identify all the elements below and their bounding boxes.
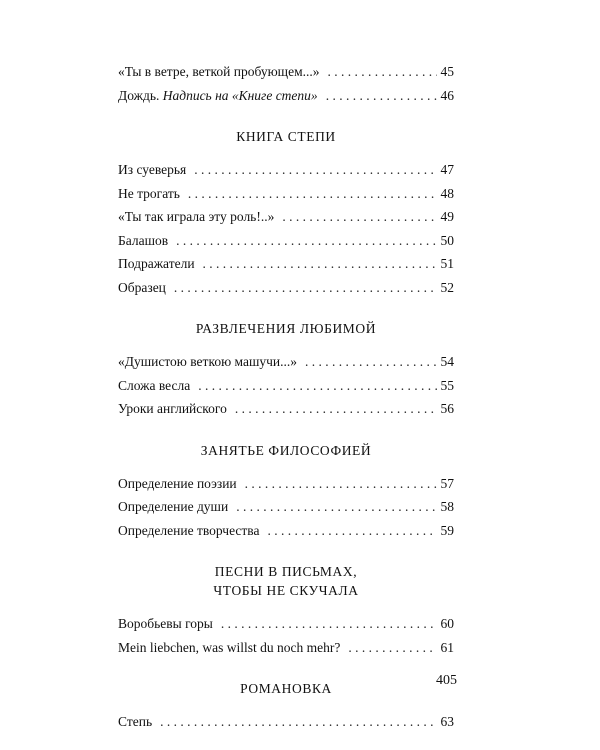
dot-leader <box>235 397 437 421</box>
toc-entry <box>118 276 454 300</box>
toc-entry <box>118 495 454 519</box>
toc-entry-page: 48 <box>440 185 454 201</box>
toc-entry <box>118 158 454 182</box>
toc-entry-page: 47 <box>440 162 454 177</box>
toc-entry-title: Не трогать <box>118 185 180 201</box>
dot-leader <box>174 276 437 300</box>
section-title-line: ПЕСНИ В ПИСЬМАХ, <box>214 564 358 579</box>
toc-entry <box>118 229 454 253</box>
toc-entry <box>118 374 454 398</box>
table-of-contents <box>118 60 454 734</box>
toc-entry-title: Степь <box>118 714 153 729</box>
toc-entry-title: Из суеверья <box>118 162 187 177</box>
toc-entry-title: Балашов <box>118 232 169 248</box>
toc-entry <box>118 84 454 108</box>
toc-entry-page: 63 <box>440 714 454 729</box>
toc-entry <box>118 472 454 496</box>
toc-entry-title: «Душистою веткою машучи...» <box>118 354 298 369</box>
section-title: РОМАНОВКА <box>240 681 332 696</box>
dot-leader <box>328 60 437 84</box>
page-number: 405 <box>436 673 457 688</box>
toc-entry-page: 55 <box>440 377 454 393</box>
toc-entry-page: 45 <box>440 64 454 79</box>
section-title: ЗАНЯТЬЕ ФИЛОСОФИЕЙ <box>200 442 372 458</box>
toc-entry-title: Определение поэзии <box>118 475 237 491</box>
toc-entry <box>118 205 454 229</box>
toc-entry-title: Определение души <box>118 499 229 514</box>
dot-leader <box>245 472 437 496</box>
toc-entry <box>118 252 454 276</box>
toc-entry-title: Сложа весла <box>118 377 191 393</box>
dot-leader <box>348 636 436 660</box>
dot-leader <box>236 495 436 519</box>
section-title: КНИГА СТЕПИ <box>236 129 336 144</box>
toc-entry-title: Определение творчества <box>118 522 260 538</box>
toc-entry-page: 50 <box>440 232 454 248</box>
toc-entry <box>118 182 454 206</box>
toc-entry <box>118 350 454 374</box>
toc-entry-title <box>118 84 318 108</box>
toc-entry-title: Уроки английского <box>118 401 227 416</box>
toc-entry-page: 52 <box>440 279 454 295</box>
toc-entry-title: Образец <box>118 279 166 295</box>
toc-entry <box>118 397 454 421</box>
toc-entry <box>118 710 454 734</box>
toc-entry-title: «Ты в ветре, веткой пробующем...» <box>118 64 320 79</box>
toc-entry-title: «Ты так играла эту роль!..» <box>118 209 275 224</box>
section-title-line: ЧТОБЫ НЕ СКУЧАЛА <box>213 583 359 598</box>
toc-entry-page: 59 <box>440 522 454 538</box>
toc-entry-page: 49 <box>440 209 454 224</box>
toc-entry-page: 58 <box>440 499 454 514</box>
dot-leader <box>326 84 437 108</box>
toc-entry-page: 61 <box>440 639 454 655</box>
toc-entry <box>118 636 454 660</box>
dot-leader <box>282 205 436 229</box>
toc-entry-title: Mein liebchen, was willst du noch mehr? <box>118 639 341 655</box>
toc-entry <box>118 519 454 543</box>
toc-entry-page: 57 <box>440 475 454 491</box>
dot-leader <box>160 710 436 734</box>
section-title: РАЗВЛЕЧЕНИЯ ЛЮБИМОЙ <box>195 321 377 336</box>
toc-entry-page: 54 <box>440 354 454 369</box>
dot-leader <box>194 158 436 182</box>
toc-entry-page: 46 <box>440 87 454 103</box>
dot-leader <box>268 519 437 543</box>
dot-leader <box>176 229 436 253</box>
toc-entry-page: 60 <box>440 616 454 631</box>
dot-leader <box>198 374 436 398</box>
dot-leader <box>203 252 437 276</box>
toc-entry-title: Воробьевы горы <box>118 616 213 631</box>
toc-entry-title: Подражатели <box>118 256 195 271</box>
toc-entry-page: 51 <box>440 256 454 271</box>
dot-leader <box>188 182 437 206</box>
section-title <box>118 562 454 600</box>
toc-entry <box>118 60 454 84</box>
toc-entry-title-italic: Надпись на «Книге степи» <box>162 87 318 103</box>
dot-leader <box>221 612 437 636</box>
toc-entry-title-plain: Дождь. <box>118 87 163 103</box>
toc-entry-page: 56 <box>440 401 454 416</box>
dot-leader <box>305 350 436 374</box>
toc-entry <box>118 612 454 636</box>
